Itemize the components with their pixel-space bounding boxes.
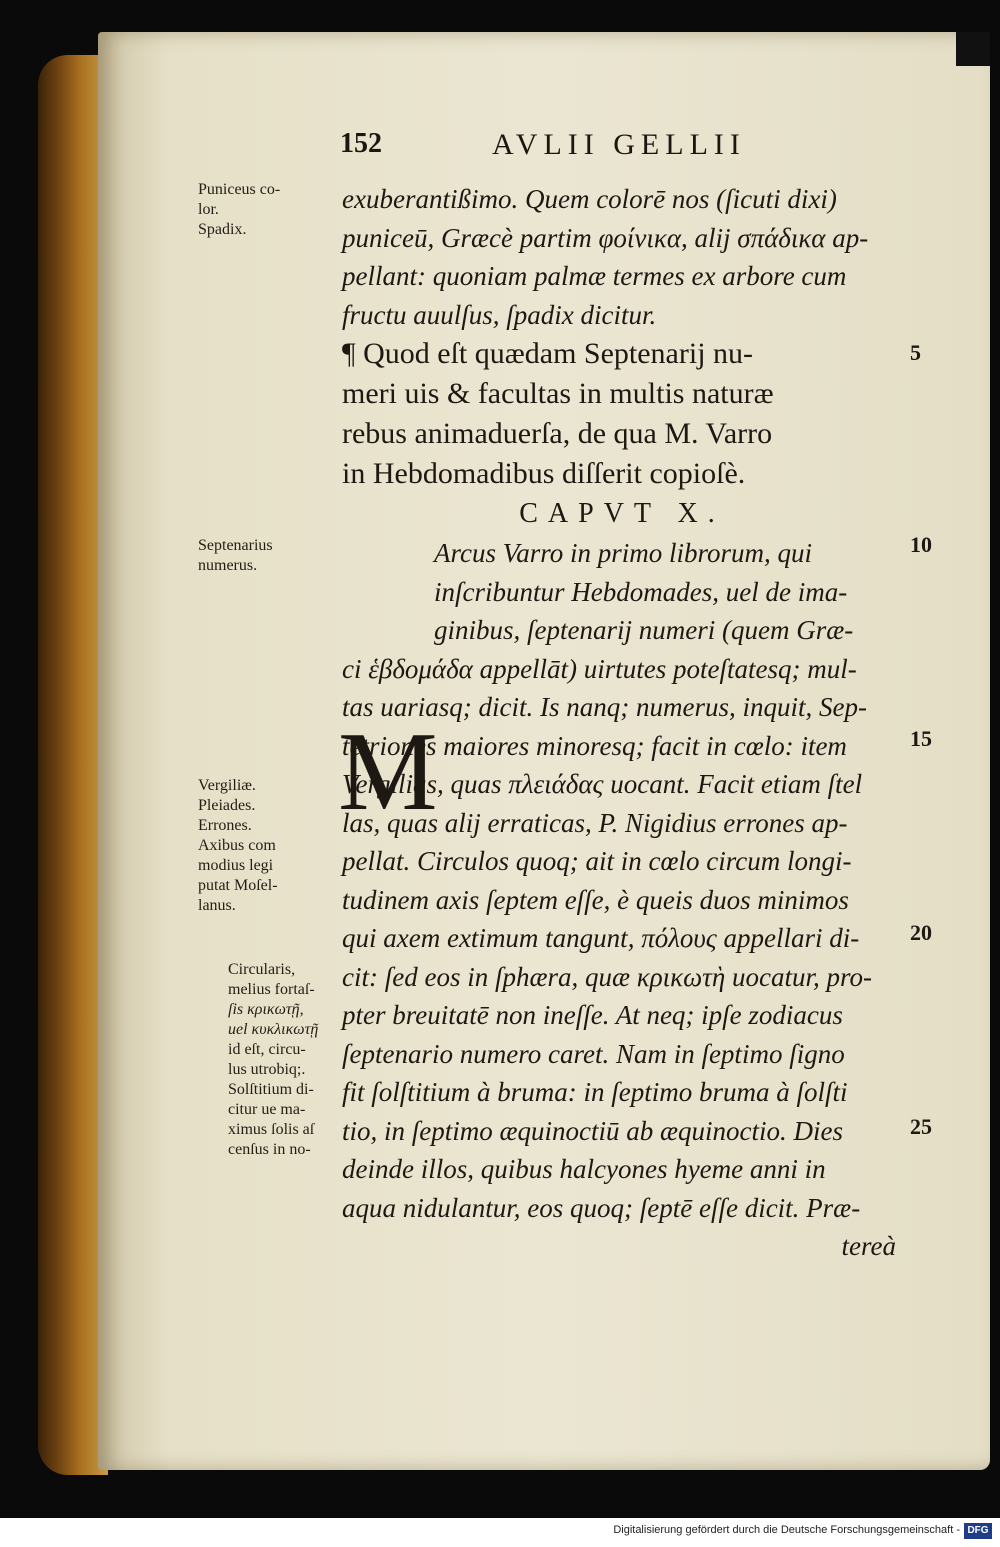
- margin-note-line: citur ue ma-: [228, 1101, 306, 1118]
- text-line: puniceū, Græcè partim φοίνικα, alij σπάδικα ap-: [342, 222, 869, 253]
- text-line: tētriones maiores minoresq; facit in cœlo: item: [342, 730, 847, 761]
- margin-note-line: lus utrobiq;.: [228, 1061, 306, 1078]
- text-line: tas uariasq; dicit. Is nanq; numerus, inquit, Sep-: [342, 692, 867, 722]
- text-line: ginibus, ſeptenarij numeri (quem Græ-: [434, 615, 854, 645]
- text-line: pellat. Circulos quoq; ait in cœlo circum longi-: [342, 846, 852, 876]
- line-number: 15: [910, 726, 932, 751]
- text-line: Vergilias, quas πλειάδας uocant. Facit etiam ſtel: [342, 769, 863, 799]
- margin-note-line: Puniceus co-: [198, 181, 281, 198]
- margin-note-line: Circularis,: [228, 961, 296, 978]
- chapter-heading-line: rebus animaduerſa, de qua M. Varro: [342, 417, 773, 450]
- funding-credit: Digitalisierung gefördert durch die Deutsche Forschungsgemeinschaft -: [613, 1524, 960, 1536]
- text-line: deinde illos, quibus halcyones hyeme anni in: [342, 1154, 826, 1184]
- margin-note-line: uel κυκλικωτῇ: [228, 1021, 319, 1038]
- text-line-catchword: tereà: [841, 1231, 896, 1261]
- text-line: aqua nidulantur, eos quoq; ſeptē eſſe dicit. Præ-: [342, 1192, 861, 1223]
- margin-note-line: lanus.: [198, 897, 236, 914]
- text-line: ci ἑβδομάδα appellāt) uirtutes poteſtatesq; mul-: [342, 653, 857, 684]
- margin-note-line: Spadix.: [198, 221, 247, 238]
- text-line: ſeptenario numero caret. Nam in ſeptimo ſigno: [342, 1038, 845, 1069]
- text-line: fit ſolſtitium à bruma: in ſeptimo bruma à ſolſti: [342, 1077, 848, 1107]
- margin-note-vergiliae: [198, 776, 278, 916]
- margin-note-line: ximus ſolis aſ: [228, 1121, 315, 1138]
- drop-cap-initial: M: [338, 710, 438, 834]
- margin-note-puniceus: [198, 180, 280, 240]
- text-line: tudinem axis ſeptem eſſe, è queis duos minimos: [342, 884, 849, 915]
- margin-note-line: Septenarius: [198, 537, 273, 554]
- running-head: [340, 128, 820, 168]
- text-line: cit: ſed eos in ſphæra, quæ κρικωτὴ uocatur, pro-: [342, 961, 872, 992]
- text-line: las, quas alij erraticas, P. Nigidius errones ap-: [342, 807, 848, 838]
- text-line: exuberantißimo. Quem colorē nos (ſicuti dixi): [342, 184, 837, 214]
- margin-note-line: Pleiades.: [198, 797, 256, 814]
- text-line: qui axem extimum tangunt, πόλους appellari di-: [342, 923, 860, 953]
- line-number: 10: [910, 532, 932, 557]
- margin-note-line: modius legi: [198, 857, 274, 874]
- text-line: Arcus Varro in primo librorum, qui: [434, 538, 813, 568]
- line-number: 20: [910, 920, 932, 945]
- margin-note-line: cenſus in no-: [228, 1141, 311, 1158]
- dfg-logo: DFG: [964, 1523, 992, 1539]
- margin-note-line: melius fortaſ-: [228, 981, 315, 998]
- line-number: 5: [910, 340, 921, 365]
- margin-note-septenarius: [198, 536, 273, 576]
- chapter-heading-line: meri uis & facultas in multis naturæ: [342, 377, 774, 410]
- running-title: AVLII GELLII: [492, 128, 746, 161]
- text-line: tio, in ſeptimo æquinoctiū ab æquinoctio. Dies: [342, 1115, 843, 1146]
- page-corner: [956, 32, 990, 66]
- footer-bar: [0, 1518, 1000, 1547]
- page-number: 152: [340, 128, 382, 159]
- margin-note-circularis: [228, 960, 318, 1160]
- line-number: 25: [910, 1114, 932, 1139]
- chapter-number: CAPVT X.: [519, 498, 725, 529]
- margin-note-line: id eſt, circu-: [228, 1041, 306, 1058]
- margin-note-line: lor.: [198, 201, 219, 218]
- text-line: inſcribuntur Hebdomades, uel de ima-: [434, 576, 848, 607]
- chapter-heading-line: in Hebdomadibus diſſerit copioſè.: [342, 457, 746, 490]
- margin-note-line: ſis κρικωτῇ,: [228, 1001, 304, 1018]
- margin-note-line: putat Moſel-: [198, 877, 278, 894]
- main-text: [338, 180, 902, 1266]
- margin-note-line: Errones.: [198, 817, 252, 834]
- text-line: fructu auulſus, ſpadix dicitur.: [342, 299, 657, 330]
- margin-note-line: Vergiliæ.: [198, 777, 256, 794]
- margin-note-line: Axibus com: [198, 837, 276, 854]
- chapter-heading-line: ¶ Quod eſt quædam Septenarij nu-: [342, 337, 754, 370]
- text-line: pter breuitatē non ineſſe. At neq; ipſe zodiacus: [342, 1000, 843, 1030]
- margin-note-line: numerus.: [198, 557, 258, 574]
- text-line: pellant: quoniam palmæ termes ex arbore cum: [342, 261, 847, 291]
- margin-note-line: Solſtitium di-: [228, 1081, 314, 1098]
